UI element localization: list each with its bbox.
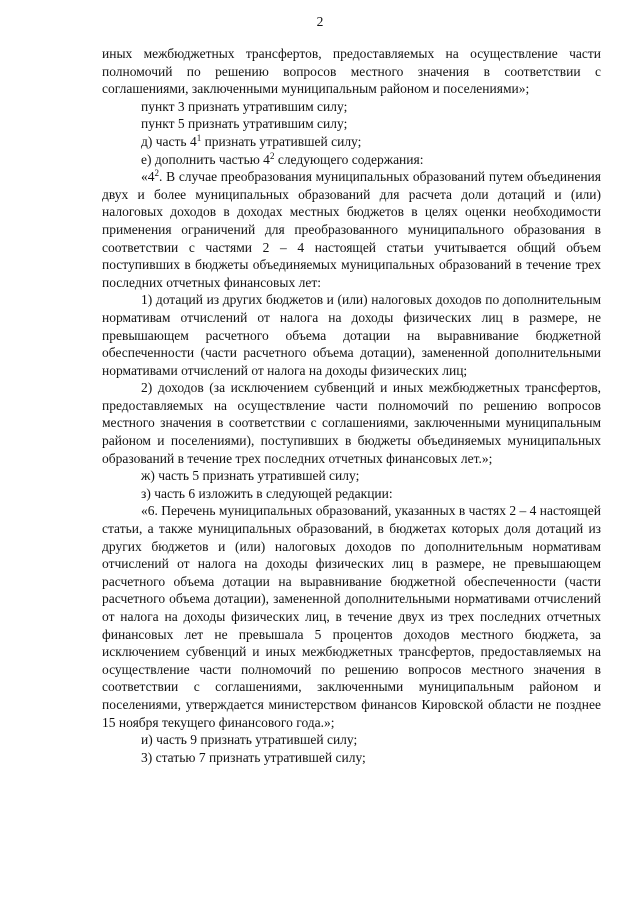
paragraph-item-3: пункт 3 признать утратившим силу; (141, 98, 348, 114)
paragraph-item-5: пункт 5 признать утратившим силу; (141, 116, 348, 132)
item-d-text-post: признать утратившей силу; (201, 133, 362, 149)
item-d-superscript: 1 (196, 132, 202, 143)
item-d-text-pre: д) часть 4 (141, 133, 197, 149)
page-number: 2 (316, 14, 324, 29)
paragraph-item-zh: ж) часть 5 признать утратившей силу; (141, 468, 360, 484)
paragraph-part-4-2 (102, 168, 601, 291)
paragraph-subitem-1: 1) дотаций из других бюджетов и (или) налоговых доходов по дополнительным нормативам отчислений от налога на доходы физических лиц в размере, не превышающем расчетного объема дотации на выравнивание бюджетной обеспеченности (части расчетного объема дотации), замененной дополнительными нормативами отчислений от налога на доходы физических лиц; (102, 292, 601, 378)
paragraph-subitem-2: 2) доходов (за исключением субвенций и иных межбюджетных трансфертов, предоставляемых на осуществление части полномочий по решению вопросов местного значения в соответствии с соглашениями, заключенными муниципальным районом и поселениями), поступивших в бюджеты объединяемых муниципальных образований в течение трех последних отчетных финансовых лет.»; (102, 380, 601, 466)
paragraph-item-e (102, 151, 601, 169)
part-4-2-text-pre: «4 (141, 169, 155, 185)
item-e-text-post: следующего содержания: (274, 151, 424, 167)
paragraph-item-i: и) часть 9 признать утратившей силу; (141, 732, 358, 748)
paragraph-article-7: 3) статью 7 признать утратившей силу; (141, 749, 366, 765)
part-4-2-superscript: 2 (154, 168, 159, 179)
item-e-text-pre: е) дополнить частью 4 (141, 151, 270, 167)
part-4-2-text-post: . В случае преобразования муниципальных образований путем объединения двух и более муниципальных образований для расчета доли дотаций и (или) налоговых доходов в доходах местных бюджетов в целях оценки необходимости применения ограничений для преобразованного муниципального образования в соответствии с частями 2 – 4 настоящей статьи учитывается общий объем поступивших в бюджеты объединяемых муниципальных образований в течение трех последних отчетных финансовых лет: (102, 169, 601, 290)
paragraph-part-6: «6. Перечень муниципальных образований, указанных в частях 2 – 4 настоящей статьи, а также муниципальных образований, в бюджетах которых доля дотаций из других бюджетов и (или) налоговых доходов по дополнительным нормативам отчислений от налога на доходы физических лиц в размере, не превышающем расчетного объема дотации на выравнивание бюджетной обеспеченности (части расчетного объема дотации), замененной дополнительными нормативами отчислений от налога на доходы физических лиц, в течение двух из трех последних отчетных финансовых лет не превышала 5 процентов доходов местного бюджета, за исключением субвенций и иных межбюджетных трансфертов, предоставляемых на осуществление части полномочий по решению вопросов местного значения в соответствии с соглашениями, заключенными муниципальным районом и поселениями, утверждается министерством финансов Кировской области не позднее 15 ноября текущего финансового года.»; (102, 503, 602, 730)
item-e-superscript: 2 (269, 150, 275, 161)
paragraph-continuation: иных межбюджетных трансфертов, предоставляемых на осуществление части полномочий по решению вопросов местного значения в соответствии с соглашениями, заключенными муниципальным районом и поселениями»; (102, 46, 601, 97)
paragraph-item-d (102, 133, 601, 151)
document-body (102, 45, 601, 766)
paragraph-item-z: з) часть 6 изложить в следующей редакции: (141, 485, 393, 501)
